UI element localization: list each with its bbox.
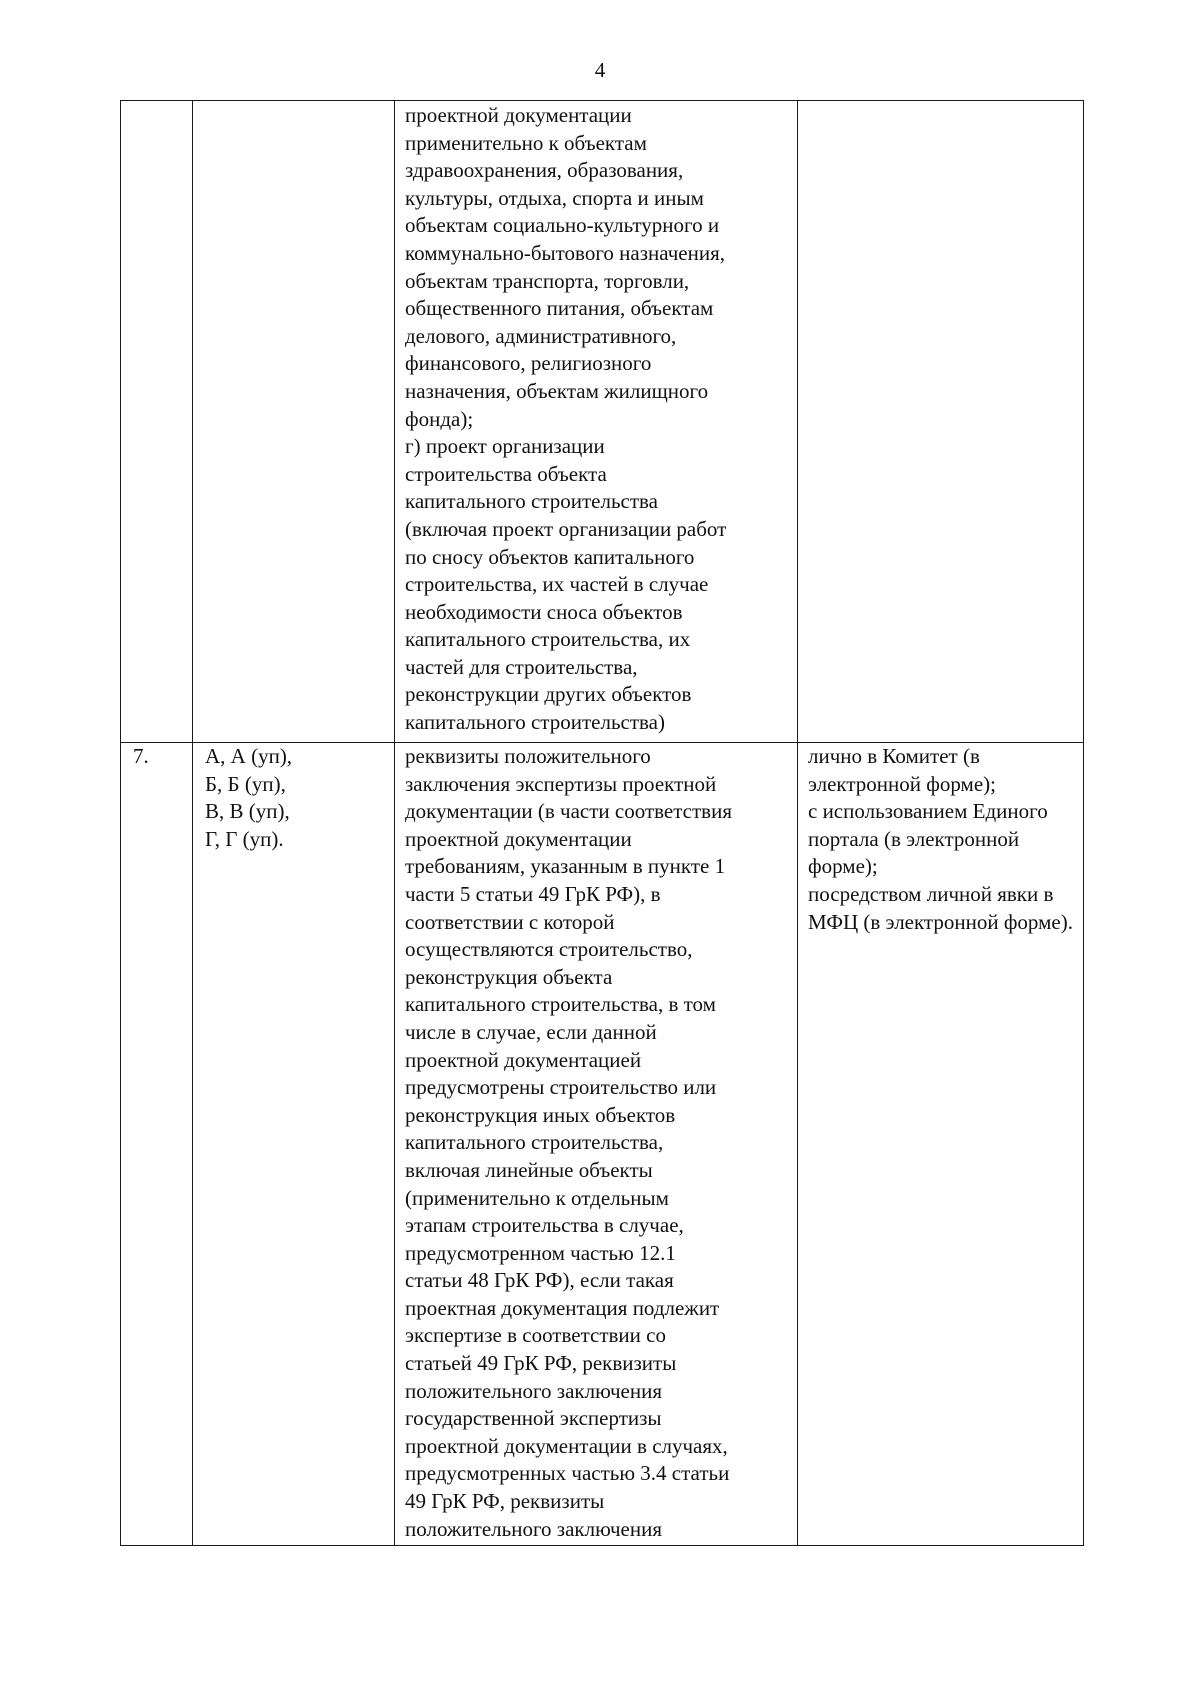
table-row-continued	[121, 101, 1084, 743]
table-row-7	[121, 743, 1084, 1546]
row-number-cell: 7.	[121, 743, 193, 1546]
document-table	[120, 100, 1084, 1546]
document-description-cell: реквизиты положительного заключения экспертизы проектной документации (в части соответствия проектной документации требованиям, указанным в пункте 1 части 5 статьи 49 ГрК РФ), в соответствии с которой осуществляются строительство, реконструкция объекта капитального строительства, в том числе в случае, если данной проектной документацией предусмотрены строительство или реконструкция иных объектов капитального строительства, включая линейные объекты (применительно к отдельным этапам строительства в случае, предусмотренном частью 12.1 статьи 48 ГрК РФ), если такая проектная документация подлежит экспертизе в соответствии со статьей 49 ГрК РФ, реквизиты положительного заключения государственной экспертизы проектной документации в случаях, предусмотренных частью 3.4 статьи 49 ГрК РФ, реквизиты положительного заключения	[395, 743, 798, 1546]
submission-method-cell	[798, 101, 1084, 743]
page-number: 4	[594, 58, 606, 82]
row-number-cell	[121, 101, 193, 743]
submission-method-cell: лично в Комитет (в электронной форме); с использованием Единого портала (в электронной форме); посредством личной явки в МФЦ (в электронной форме).	[798, 743, 1084, 1546]
categories-cell: А, А (уп), Б, Б (уп), В, В (уп), Г, Г (уп).	[193, 743, 395, 1546]
document-description-cell: проектной документации применительно к объектам здравоохранения, образования, культуры, отдыха, спорта и иным объектам социально-культурного и коммунально-бытового назначения, объектам транспорта, торговли, общественного питания, объектам делового, административного, финансового, религиозного назначения, объектам жилищного фонда); г) проект организации строительства объекта капитального строительства (включая проект организации работ по сносу объектов капитального строительства, их частей в случае необходимости сноса объектов капитального строительства, их частей для строительства, реконструкции других объектов капитального строительства)	[395, 101, 798, 743]
categories-cell	[193, 101, 395, 743]
